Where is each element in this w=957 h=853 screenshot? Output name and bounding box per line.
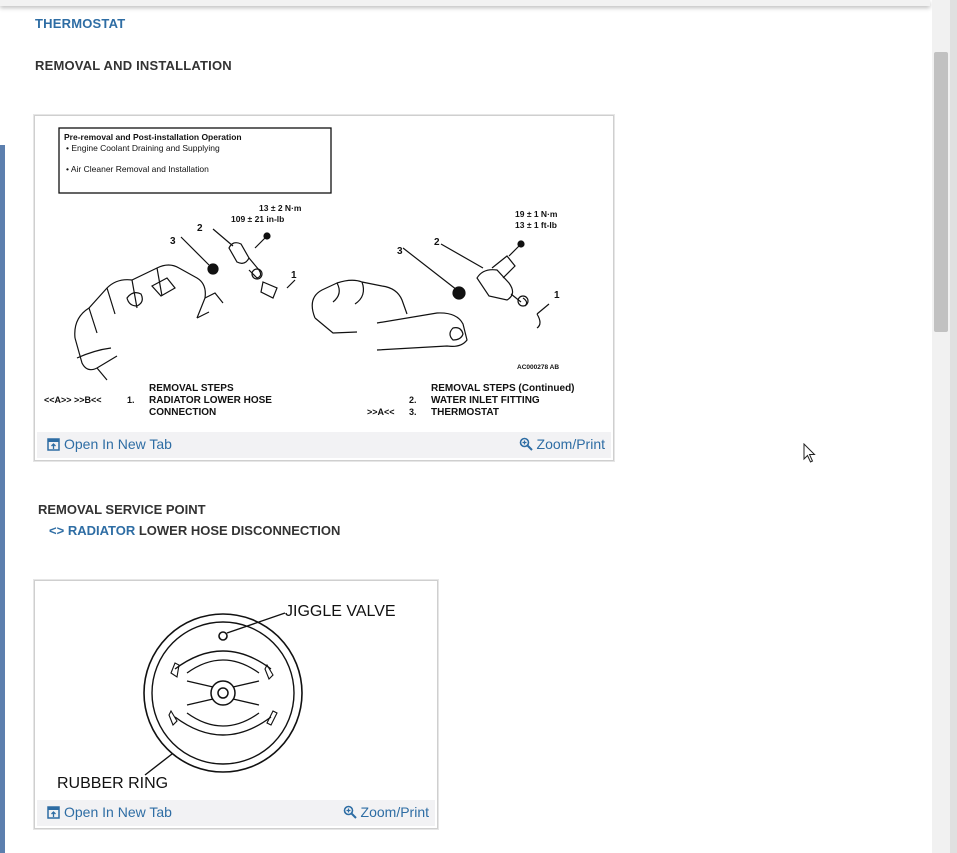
figure-action-bar — [37, 800, 435, 826]
right-step-num-2: 2. — [409, 395, 417, 405]
removal-diagram-svg — [37, 118, 611, 432]
torque-right-2: 13 ± 1 ft-lb — [515, 220, 557, 230]
service-point-heading: REMOVAL SERVICE POINT — [38, 502, 206, 517]
top-toolbar-edge — [0, 0, 930, 6]
right-engine-drawing — [312, 280, 467, 350]
open-in-new-tab-label: Open In New Tab — [64, 436, 172, 452]
thermostat-diagram-svg — [37, 583, 435, 800]
callout-1-left: 1 — [291, 270, 297, 281]
torque-left-2: 109 ± 21 in-lb — [231, 214, 285, 224]
rubber-ring-label: RUBBER RING — [57, 775, 169, 792]
open-in-new-tab-button[interactable] — [47, 804, 172, 820]
right-mark-3: >>A<< — [367, 407, 395, 417]
right-steps-heading: REMOVAL STEPS (Continued) — [431, 383, 575, 394]
right-step-num-3: 3. — [409, 407, 417, 417]
mouse-cursor-icon — [803, 443, 817, 463]
callout-3-left: 3 — [170, 236, 176, 247]
step-rest-text: LOWER HOSE DISCONNECTION — [135, 523, 341, 538]
page-title-link[interactable]: THERMOSTAT — [35, 16, 126, 31]
zoom-icon — [519, 437, 533, 451]
torque-right-1: 19 ± 1 N·m — [515, 209, 558, 219]
left-step-1b: CONNECTION — [149, 407, 217, 418]
thermostat-diagram-figure — [34, 580, 438, 829]
left-step-1a: RADIATOR LOWER HOSE — [149, 395, 272, 406]
left-thermostat-parts — [181, 229, 295, 298]
scrollbar-thumb[interactable] — [934, 52, 948, 332]
callout-2-left: 2 — [197, 223, 203, 234]
callout-1-right: 1 — [554, 290, 560, 301]
zoom-print-label: Zoom/Print — [360, 804, 429, 820]
step-marker: <> — [49, 523, 65, 538]
right-step-2: WATER INLET FITTING — [431, 395, 540, 406]
open-in-new-tab-icon — [47, 806, 60, 819]
left-step-num: 1. — [127, 395, 135, 405]
figure-action-bar — [37, 432, 611, 458]
right-step-3: THERMOSTAT — [431, 407, 499, 418]
left-steps-heading: REMOVAL STEPS — [149, 383, 234, 394]
open-in-new-tab-icon — [47, 438, 60, 451]
box-title: Pre-removal and Post-installation Operation — [64, 132, 242, 142]
callout-2-right: 2 — [434, 237, 440, 248]
window-edge — [950, 0, 957, 853]
thermostat-diagram-image — [37, 583, 435, 800]
open-in-new-tab-label: Open In New Tab — [64, 804, 172, 820]
radiator-link[interactable]: RADIATOR — [67, 523, 136, 538]
box-item-1: • Engine Coolant Draining and Supplying — [66, 143, 220, 153]
callout-3-right: 3 — [397, 246, 403, 257]
thermostat-drawing — [144, 613, 302, 775]
open-in-new-tab-button[interactable] — [47, 436, 172, 452]
left-marks: <<A>> >>B<< — [44, 395, 102, 405]
left-engine-drawing — [75, 265, 223, 380]
jiggle-valve-label: JIGGLE VALVE — [285, 603, 396, 620]
box-item-2: • Air Cleaner Removal and Installation — [66, 164, 209, 174]
zoom-print-button[interactable] — [343, 804, 429, 820]
removal-diagram-figure — [34, 115, 614, 461]
zoom-icon — [343, 805, 357, 819]
torque-left-1: 13 ± 2 N·m — [259, 203, 302, 213]
zoom-print-label: Zoom/Print — [536, 436, 605, 452]
figure-code: AC000278 AB — [517, 364, 560, 371]
zoom-print-button[interactable] — [519, 436, 605, 452]
service-step-heading — [49, 523, 340, 538]
removal-diagram-image — [37, 118, 611, 432]
section-heading: REMOVAL AND INSTALLATION — [35, 58, 232, 73]
left-edge-strip — [0, 145, 5, 853]
